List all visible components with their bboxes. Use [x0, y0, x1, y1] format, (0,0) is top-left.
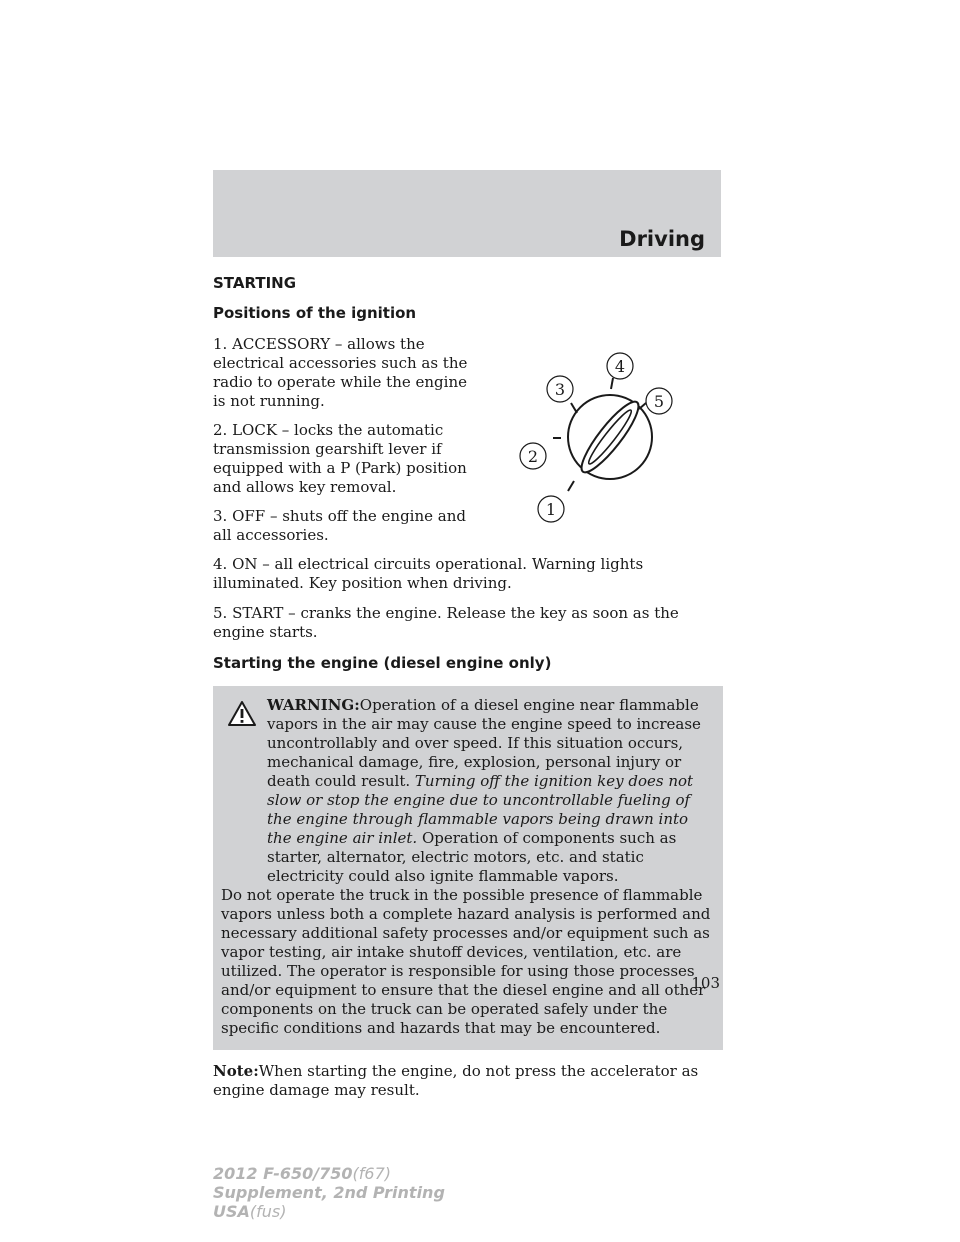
warning-box — [213, 686, 723, 1050]
position-item-5: 5. START – cranks the engine. Release the key as soon as the engine starts. — [213, 604, 679, 641]
footer-line-1 — [213, 1164, 445, 1183]
tick-5 — [639, 403, 646, 409]
warning-paragraph-2: Do not operate the truck in the possible presence of flammable vapors unless both a complete hazard analysis is performed and necessary additional safety processes and/or equipment such as vapor testing, air intake shutoff devices, ventilation, etc. are utilized. The operator is responsible for using those processes and/or equipment to ensure that the diesel engine and all other components on the truck can be operated safely under the specific conditions and hazards that may be encountered. — [221, 886, 711, 1037]
warning-paragraph-1 — [217, 696, 711, 886]
position-item-1: 1. ACCESSORY – allows the electrical accessories such as the radio to operate while the engine is not running. — [213, 335, 468, 410]
section-title: Driving — [619, 227, 705, 251]
warning-triangle-icon — [227, 700, 257, 727]
footer — [213, 1164, 445, 1221]
heading-diesel-start: Starting the engine (diesel engine only) — [213, 654, 552, 672]
footer-market-code: (fus) — [249, 1202, 287, 1221]
note-paragraph — [213, 1062, 723, 1100]
footer-model-code: (f67) — [352, 1164, 391, 1183]
positions-block — [213, 335, 723, 545]
heading-positions: Positions of the ignition — [213, 304, 417, 322]
diagram-label-5: 5 — [653, 392, 665, 411]
warning-text-1: Operation of a diesel engine near flammable vapors in the air may cause the engine speed to increase uncontrollably and over speed. If this situation occurs, mechanical damage, fire, explosion, personal injury or death could result. — [267, 696, 701, 790]
diagram-label-3: 3 — [554, 380, 566, 399]
ignition-diagram — [513, 351, 693, 519]
heading-starting: STARTING — [213, 274, 297, 292]
tick-1 — [568, 481, 574, 491]
position-item-2: 2. LOCK – locks the automatic transmission gearshift lever if equipped with a P (Park) position and allows key removal. — [213, 421, 467, 496]
note-label: Note: — [213, 1062, 259, 1080]
footer-line-3 — [213, 1202, 445, 1221]
warning-italic-text: Turning off the ignition key does not slow or stop the engine due to uncontrollable fueling of the engine through flammable vapors being drawn into the engine air inlet. — [267, 772, 694, 847]
footer-line-2: Supplement, 2nd Printing — [213, 1183, 445, 1202]
note-text: When starting the engine, do not press the accelerator as engine damage may result. — [213, 1062, 699, 1099]
section-header-band — [213, 170, 721, 257]
footer-market: USA — [213, 1202, 250, 1221]
footer-model: 2012 F-650/750 — [213, 1164, 353, 1183]
position-item-3: 3. OFF – shuts off the engine and all accessories. — [213, 507, 466, 544]
position-item-4: 4. ON – all electrical circuits operational. Warning lights illuminated. Key position when driving. — [213, 555, 644, 592]
positions-full-width — [213, 555, 723, 642]
warning-label: WARNING: — [267, 696, 360, 714]
diagram-label-4: 4 — [614, 357, 626, 376]
warning-text-2: Operation of components such as starter, alternator, electric motors, etc. and static electricity could also ignite flammable vapors. — [267, 829, 677, 885]
diagram-label-1: 1 — [545, 500, 557, 519]
page-content — [213, 262, 723, 1100]
positions-narrow-column — [213, 335, 475, 545]
diagram-label-2: 2 — [527, 447, 539, 466]
tick-3 — [571, 403, 577, 413]
page-number: 103 — [691, 974, 720, 992]
tick-4 — [611, 378, 613, 389]
